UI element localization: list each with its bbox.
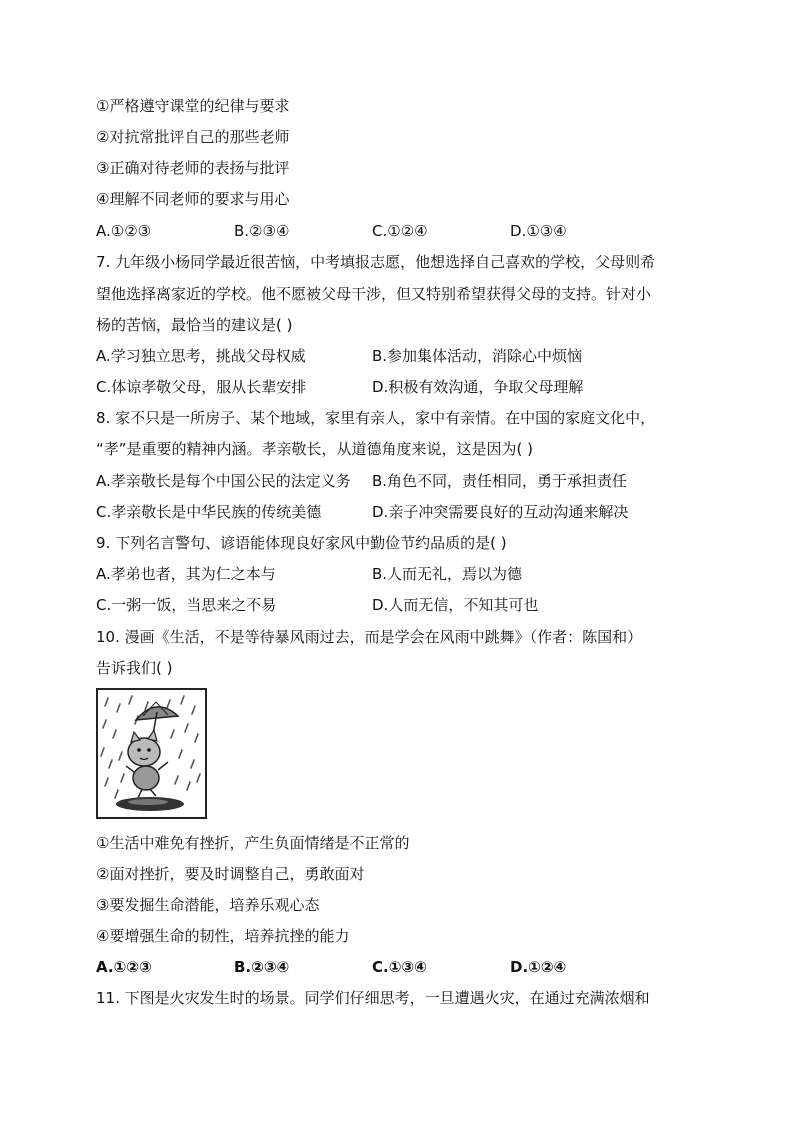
option-c: C.①②④ [372,222,428,240]
q10-option-c: C.①③④ [372,958,427,976]
question-11-line-1: 11. 下图是火灾发生时的场景。同学们仔细思考，一旦遭遇火灾，在通过充满浓烟和 [96,989,650,1007]
option-d: D.①③④ [510,222,567,240]
q10-statement-4: ④要增强生命的韧性，培养抗挫的能力 [96,927,350,945]
question-10-line-1: 10. 漫画《生活，不是等待暴风雨过去，而是学会在风雨中跳舞》（作者：陈国和） [96,628,643,646]
question-7-line-3: 杨的苦恼，最恰当的建议是( ) [96,316,293,334]
q7-option-a: A.学习独立思考，挑战父母权威 [96,347,306,365]
q10-statement-3: ③要发掘生命潜能，培养乐观心态 [96,896,320,914]
q7-option-c: C.体谅孝敬父母，服从长辈安排 [96,378,307,396]
q9-option-a: A.孝弟也者，其为仁之本与 [96,565,276,583]
q8-option-d: D.亲子冲突需要良好的互动沟通来解决 [372,503,629,521]
question-10-line-2: 告诉我们( ) [96,659,173,677]
q7-option-d: D.积极有效沟通，争取父母理解 [372,378,584,396]
question-9-line-1: 9. 下列名言警句、谚语能体现良好家风中勤俭节约品质的是( ) [96,534,507,552]
q7-option-b: B.参加集体活动，消除心中烦恼 [372,347,583,365]
q8-option-c: C.孝亲敬长是中华民族的传统美德 [96,503,322,521]
q9-option-c: C.一粥一饭，当思来之不易 [96,596,277,614]
question-8-line-1: 8. 家不只是一所房子、某个地域，家里有亲人，家中有亲情。在中国的家庭文化中， [96,409,656,427]
q8-option-a: A.孝亲敬长是每个中国公民的法定义务 [96,472,351,490]
statement-2: ②对抗常批评自己的那些老师 [96,128,290,146]
question-7-line-1: 7. 九年级小杨同学最近很苦恼，中考填报志愿，他想选择自己喜欢的学校，父母则希 [96,253,656,271]
q10-statement-1: ①生活中难免有挫折，产生负面情绪是不正常的 [96,834,410,852]
q10-option-d: D.①②④ [510,958,567,976]
question-7-line-2: 望他选择离家近的学校。他不愿被父母干涉，但又特别希望获得父母的支持。针对小 [96,285,652,303]
q8-option-b: B.角色不同，责任相同，勇于承担责任 [372,472,628,490]
statement-1: ①严格遵守课堂的纪律与要求 [96,97,290,115]
statement-4: ④理解不同老师的要求与用心 [96,190,290,208]
option-b: B.②③④ [234,222,290,240]
q9-option-b: B.人而无礼，焉以为德 [372,565,523,583]
q10-option-b: B.②③④ [234,958,290,976]
statement-3: ③正确对待老师的表扬与批评 [96,159,290,177]
q10-option-a: A.①②③ [96,958,152,976]
rain-dance-cartoon-illustration [98,690,205,817]
option-a: A.①②③ [96,222,152,240]
cartoon-image [96,688,207,819]
q9-option-d: D.人而无信，不知其可也 [372,596,539,614]
q10-statement-2: ②面对挫折，要及时调整自己，勇敢面对 [96,865,365,883]
question-8-line-2: “孝”是重要的精神内涵。孝亲敬长，从道德角度来说，这是因为( ) [96,440,534,458]
